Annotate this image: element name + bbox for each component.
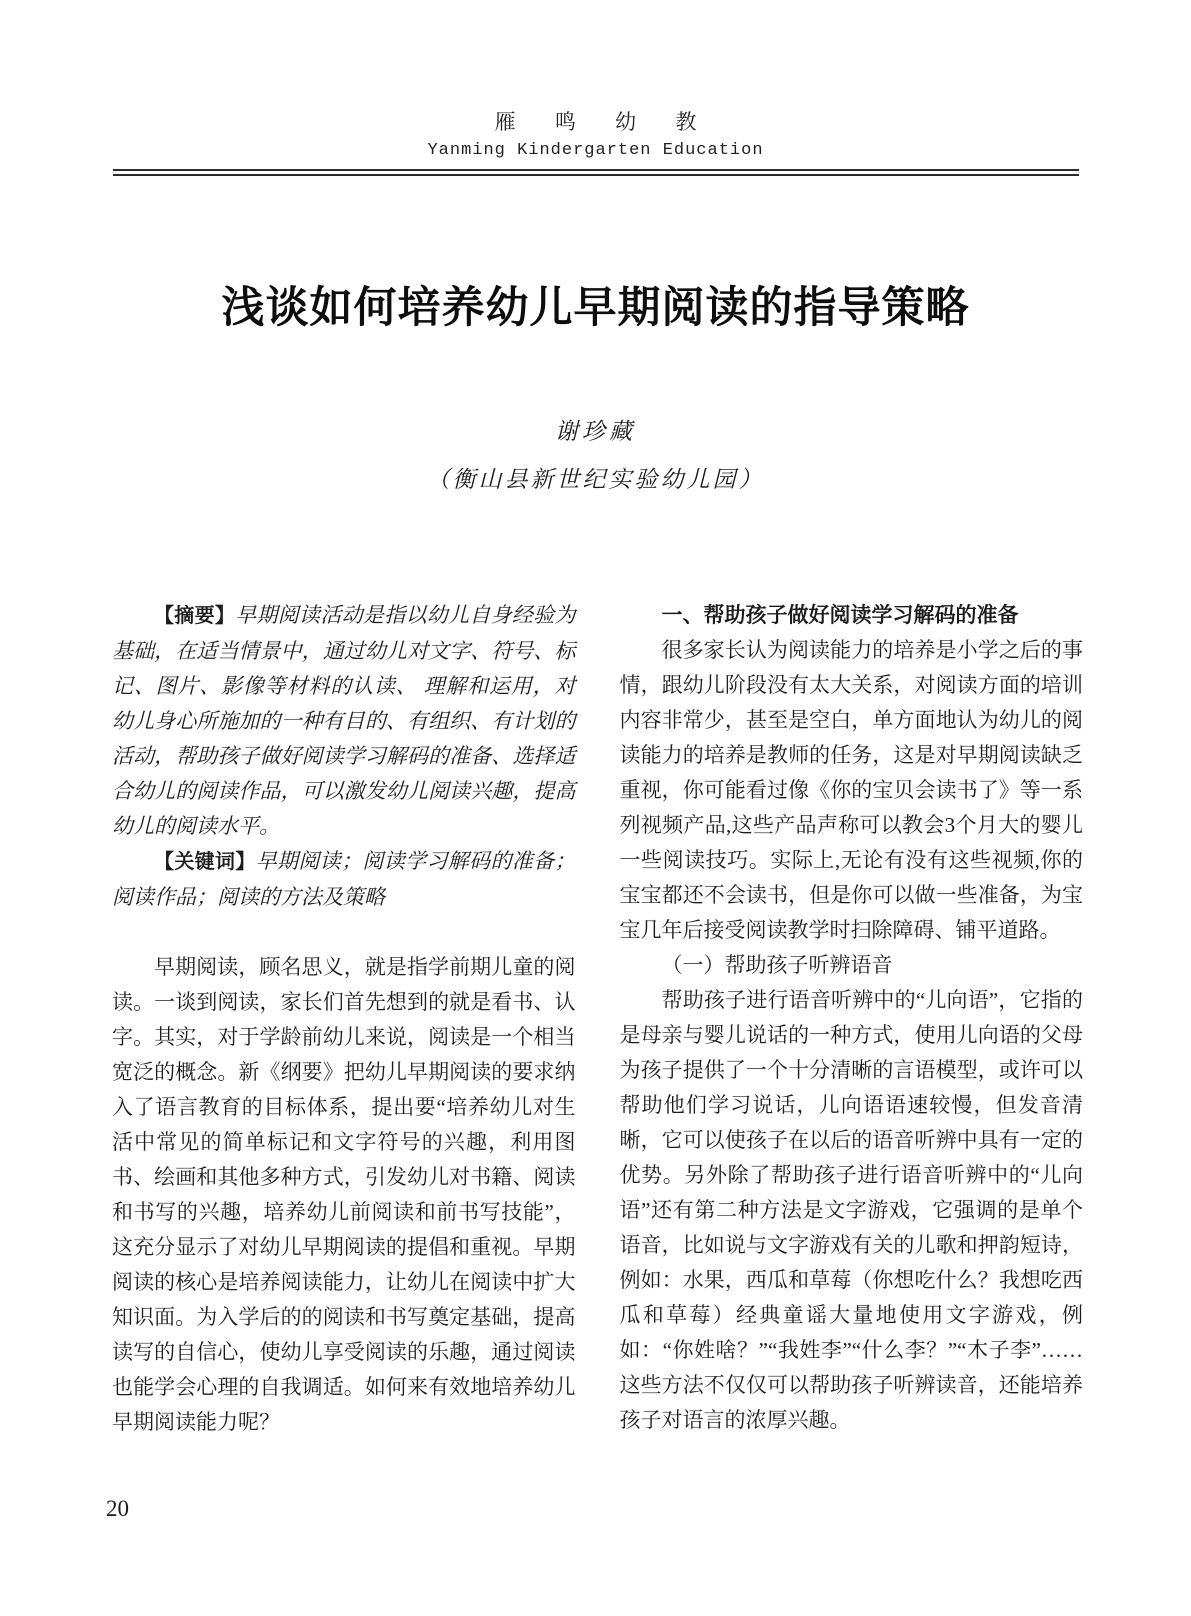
page-number: 20 <box>106 1496 129 1521</box>
abstract-text: 早期阅读活动是指以幼儿自身经验为基础，在适当情景中，通过幼儿对文字、符号、标记、图片、影像等材料的认读、 理解和运用，对幼儿身心所施加的一种有目的、有组织、有计划的活动，帮助孩子做好阅读学习解码的准备、选择适合幼儿的阅读作品，可以激发幼儿阅读兴趣，提高幼儿的阅读水平。 <box>112 603 576 838</box>
right-column <box>620 598 1084 1440</box>
abstract-label: 【摘要】 <box>154 605 236 627</box>
section-1-paragraph-2: 帮助孩子进行语音听辨中的“儿向语”，它指的是母亲与婴儿说话的一种方式，使用儿向语的父母为孩子提供了一个十分清晰的言语模型，或许可以帮助他们学习说话，儿向语语速较慢，但发音清晰，它可以使孩子在以后的语音听辨中具有一定的优势。另外除了帮助孩子进行语音听辨中的“儿向语”还有第二种方法是文字游戏，它强调的是单个语音，比如说与文字游戏有关的儿歌和押韵短诗，例如：水果，西瓜和草莓（你想吃什么？我想吃西瓜和草莓）经典童谣大量地使用文字游戏，例如：“你姓啥？”“我姓李”“什么李？”“木子李”……这些方法不仅仅可以帮助孩子听辨读音，还能培养孩子对语言的浓厚兴趣。 <box>619 988 1083 1432</box>
journal-title-cn: 雁 鸣 幼 教 <box>494 110 714 134</box>
author-affiliation: （衡山县新世纪实验幼儿园） <box>426 467 765 492</box>
keywords-text: 早期阅读；阅读学习解码的准备；阅读作品；阅读的方法及策略 <box>112 849 576 909</box>
running-head <box>0 0 1191 176</box>
section-1-paragraph-1: 很多家长认为阅读能力的培养是小学之后的事情，跟幼儿阶段没有太大关系，对阅读方面的培训内容非常少，甚至是空白，单方面地认为幼儿的阅读能力的培养是教师的任务，这是对早期阅读缺乏重视，你可能看过像《你的宝贝会读书了》等一系列视频产品,这些产品声称可以教会3个月大的婴儿一些阅读技巧。实际上,无论有没有这些视频,你的宝宝都还不会读书，但是你可以做一些准备，为宝宝几年后接受阅读教学时扫除障碍、铺平道路。 <box>619 638 1083 942</box>
keywords-label: 【关键词】 <box>154 851 256 873</box>
article-title: 浅谈如何培养幼儿早期阅读的指导策略 <box>221 285 970 332</box>
journal-title-en: Yanming Kindergarten Education <box>427 141 764 160</box>
left-column <box>112 598 576 1440</box>
subsection-1-heading: （一）帮助孩子听辨语音 <box>661 953 893 977</box>
intro-paragraph: 早期阅读，顾名思义，就是指学前期儿童的阅读。一谈到阅读，家长们首先想到的就是看书、认字。其实，对于学龄前幼儿来说，阅读是一个相当宽泛的概念。新《纲要》把幼儿早期阅读的要求纳入了语言教育的目标体系，提出要“培养幼儿对生活中常见的简单标记和文字符号的兴趣，利用图书、绘画和其他多种方式，引发幼儿对书籍、阅读和书写的兴趣，培养幼儿前阅读和前书写技能”，这充分显示了对幼儿早期阅读的提倡和重视。早期阅读的核心是培养阅读能力，让幼儿在阅读中扩大知识面。为入学后的的阅读和书写奠定基础，提高读写的自信心，使幼儿享受阅读的乐趣，通过阅读也能学会心理的自我调适。如何来有效地培养幼儿早期阅读能力呢？ <box>112 955 576 1434</box>
section-1-heading: 一、帮助孩子做好阅读学习解码的准备 <box>661 604 1019 627</box>
body-columns <box>0 598 1191 1440</box>
abstract-paragraph <box>112 598 576 844</box>
keywords-paragraph <box>112 844 576 915</box>
author-name: 谢珍藏 <box>555 419 636 444</box>
header-double-rule <box>113 169 1079 176</box>
